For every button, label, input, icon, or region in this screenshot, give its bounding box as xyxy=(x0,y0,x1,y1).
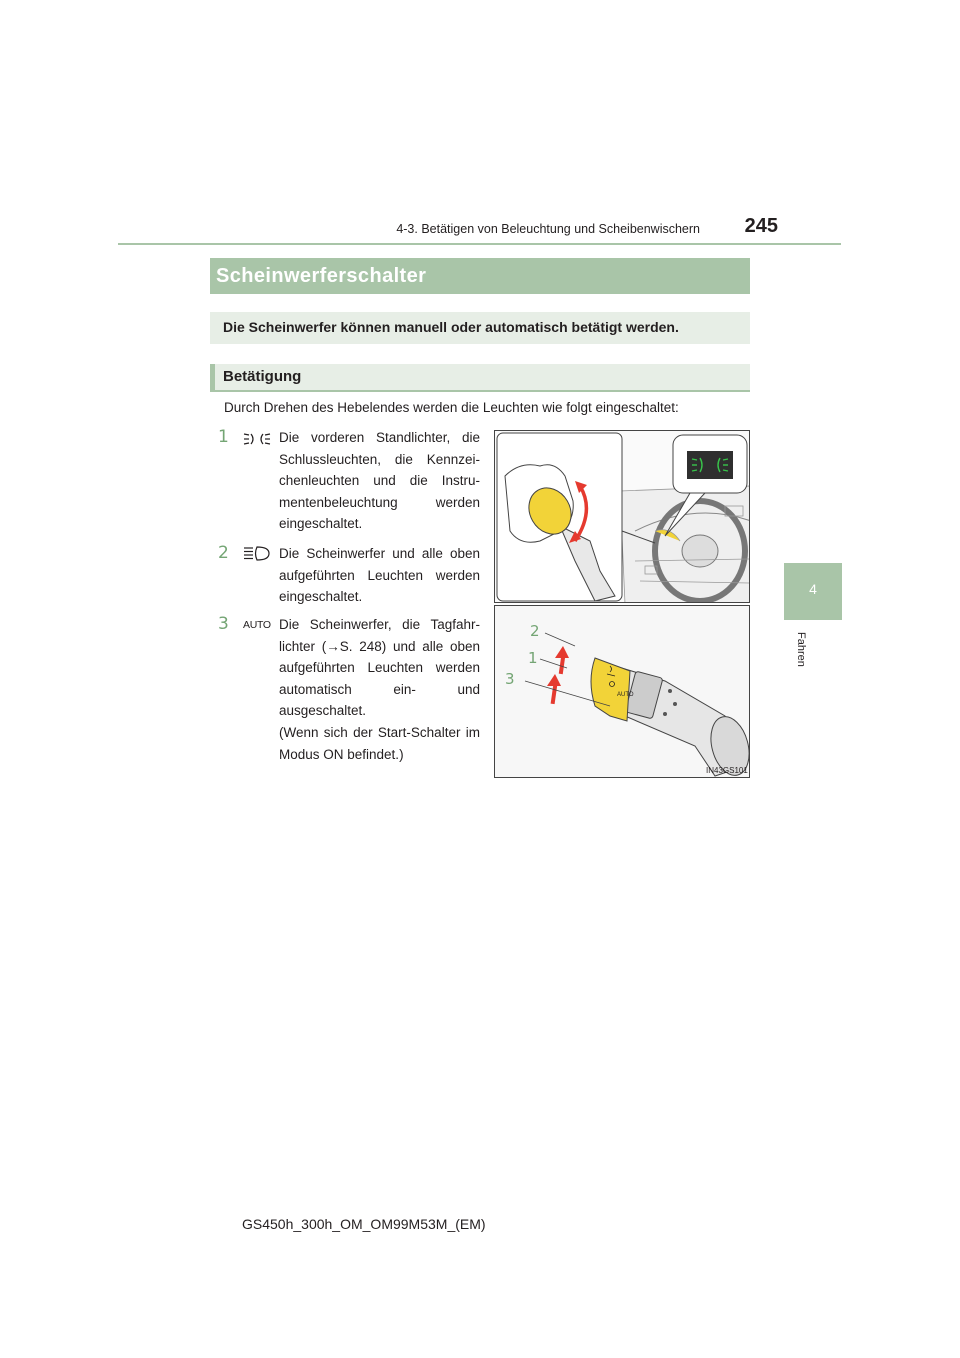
intro-box: Die Scheinwerfer können manuell oder automatisch betätigt werden. xyxy=(210,312,750,344)
auto-icon: AUTO xyxy=(243,619,271,631)
subheading-accent xyxy=(210,364,215,392)
parking-lights-icon xyxy=(243,432,271,446)
running-header: 4-3. Betätigen von Beleuchtung und Scheibenwischern xyxy=(396,222,700,236)
illustration-bottom xyxy=(494,605,750,778)
callout-1: 1 xyxy=(528,649,538,667)
figure-code: IN43GS101 xyxy=(706,766,748,775)
chapter-tab-label: Fahren xyxy=(795,632,807,667)
item-text-3: Die Scheinwerfer, die Tagfahrlichter (→S. 248) und alle oben aufgeführten Leuchten werden automatisch ein- und ausgeschaltet. xyxy=(279,617,480,719)
item-note-3: (Wenn sich der Start-Schalter im Modus ON befindet.) xyxy=(279,725,480,762)
item-number-1: 1 xyxy=(218,427,229,447)
subheading: Betätigung xyxy=(223,368,302,385)
steering-column-illustration xyxy=(495,431,750,603)
light-switch-illustration xyxy=(495,606,750,778)
headlight-icon xyxy=(243,546,271,561)
page-number: 245 xyxy=(744,215,778,237)
footer-doc-id: GS450h_300h_OM_OM99M53M_(EM) xyxy=(242,1216,486,1232)
callout-2: 2 xyxy=(530,622,540,640)
item-number-2: 2 xyxy=(218,543,229,563)
item-text-2: Die Scheinwerfer und alle oben aufgeführten Leuchten werden eingeschaltet. xyxy=(279,546,480,605)
item-text-1: Die vorderen Standlichter, die Schlussleuchten, die Kennzeichenleuchten und die Instrumentenbeleuchtung werden eingeschaltet. xyxy=(279,430,480,532)
header-rule xyxy=(118,243,841,245)
illustration-top xyxy=(494,430,750,603)
switch-auto-label: AUTO xyxy=(617,692,634,698)
item-number-3: 3 xyxy=(218,614,229,634)
callout-3: 3 xyxy=(505,670,515,688)
chapter-tab: 4 xyxy=(784,563,842,620)
section-title: Scheinwerferschalter xyxy=(210,258,750,294)
lead-paragraph: Durch Drehen des Hebelendes werden die Leuchten wie folgt eingeschaltet: xyxy=(224,400,679,415)
